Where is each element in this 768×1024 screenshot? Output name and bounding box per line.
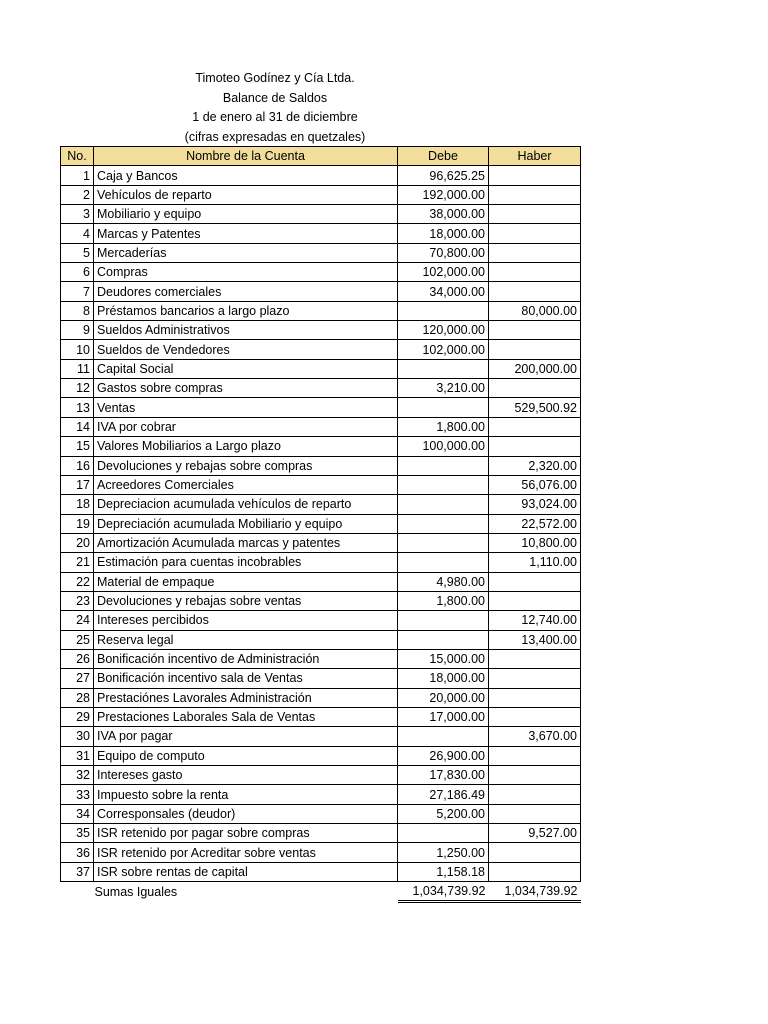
- account-name: ISR retenido por Acreditar sobre ventas: [94, 843, 398, 862]
- haber-value: [489, 321, 581, 340]
- table-row: [61, 224, 581, 243]
- haber-value: 1,110.00: [489, 553, 581, 572]
- debe-value: [398, 301, 489, 320]
- row-number: 37: [61, 862, 94, 881]
- debe-value: [398, 630, 489, 649]
- account-name: Mobiliario y equipo: [94, 205, 398, 224]
- account-name: Compras: [94, 263, 398, 282]
- haber-value: 12,740.00: [489, 611, 581, 630]
- table-row: [61, 707, 581, 726]
- table-row: [61, 611, 581, 630]
- haber-value: [489, 688, 581, 707]
- table-row: [61, 746, 581, 765]
- account-name: Bonificación incentivo sala de Ventas: [94, 669, 398, 688]
- row-number: 11: [61, 359, 94, 378]
- row-number: 24: [61, 611, 94, 630]
- row-number: 1: [61, 166, 94, 185]
- table-row: [61, 340, 581, 359]
- debe-value: 70,800.00: [398, 243, 489, 262]
- row-number: 31: [61, 746, 94, 765]
- debe-value: 1,158.18: [398, 862, 489, 881]
- haber-value: [489, 785, 581, 804]
- account-name: Prestaciónes Lavorales Administración: [94, 688, 398, 707]
- account-name: Devoluciones y rebajas sobre compras: [94, 456, 398, 475]
- haber-value: 13,400.00: [489, 630, 581, 649]
- account-name: IVA por pagar: [94, 727, 398, 746]
- table-row: [61, 862, 581, 881]
- debe-value: 38,000.00: [398, 205, 489, 224]
- debe-value: 17,830.00: [398, 766, 489, 785]
- row-number: 12: [61, 379, 94, 398]
- debe-value: [398, 611, 489, 630]
- debe-value: [398, 456, 489, 475]
- row-number: 9: [61, 321, 94, 340]
- account-name: Estimación para cuentas incobrables: [94, 553, 398, 572]
- haber-value: [489, 224, 581, 243]
- haber-value: [489, 282, 581, 301]
- haber-value: [489, 417, 581, 436]
- table-row: [61, 727, 581, 746]
- row-number: 26: [61, 649, 94, 668]
- row-number: 22: [61, 572, 94, 591]
- haber-value: 9,527.00: [489, 824, 581, 843]
- haber-value: 3,670.00: [489, 727, 581, 746]
- haber-value: [489, 843, 581, 862]
- table-row: [61, 630, 581, 649]
- haber-value: [489, 166, 581, 185]
- table-row: [61, 785, 581, 804]
- table-row: [61, 475, 581, 494]
- account-name: Capital Social: [94, 359, 398, 378]
- debe-value: 3,210.00: [398, 379, 489, 398]
- company-name: Timoteo Godínez y Cía Ltda.: [195, 71, 355, 85]
- account-name: Ventas: [94, 398, 398, 417]
- row-number: 15: [61, 437, 94, 456]
- debe-value: 120,000.00: [398, 321, 489, 340]
- debe-value: 17,000.00: [398, 707, 489, 726]
- col-header-haber: Haber: [489, 147, 581, 166]
- haber-value: 22,572.00: [489, 514, 581, 533]
- table-row: [61, 766, 581, 785]
- col-header-no: No.: [61, 147, 94, 166]
- debe-value: 4,980.00: [398, 572, 489, 591]
- row-number: 5: [61, 243, 94, 262]
- account-name: Sueldos Administrativos: [94, 321, 398, 340]
- haber-value: [489, 669, 581, 688]
- row-number: 25: [61, 630, 94, 649]
- haber-value: [489, 804, 581, 823]
- table-row: [61, 456, 581, 475]
- haber-value: [489, 379, 581, 398]
- debe-value: 18,000.00: [398, 669, 489, 688]
- table-row: [61, 572, 581, 591]
- row-number: 20: [61, 533, 94, 552]
- totals-row: [61, 882, 581, 902]
- row-number: 19: [61, 514, 94, 533]
- debe-value: 1,800.00: [398, 591, 489, 610]
- haber-value: [489, 746, 581, 765]
- haber-value: 80,000.00: [489, 301, 581, 320]
- haber-value: [489, 766, 581, 785]
- account-name: Bonificación incentivo de Administración: [94, 649, 398, 668]
- row-number: 18: [61, 495, 94, 514]
- account-name: ISR sobre rentas de capital: [94, 862, 398, 881]
- account-name: Préstamos bancarios a largo plazo: [94, 301, 398, 320]
- account-name: Equipo de computo: [94, 746, 398, 765]
- table-row: [61, 688, 581, 707]
- haber-value: 56,076.00: [489, 475, 581, 494]
- haber-value: [489, 243, 581, 262]
- row-number: 35: [61, 824, 94, 843]
- account-name: Prestaciones Laborales Sala de Ventas: [94, 707, 398, 726]
- report-note: (cifras expresadas en quetzales): [184, 129, 366, 144]
- row-number: 23: [61, 591, 94, 610]
- row-number: 32: [61, 766, 94, 785]
- table-row: [61, 301, 581, 320]
- account-name: Corresponsales (deudor): [94, 804, 398, 823]
- debe-value: [398, 359, 489, 378]
- debe-value: [398, 495, 489, 514]
- debe-value: 100,000.00: [398, 437, 489, 456]
- totals-spacer: [61, 882, 94, 902]
- debe-value: [398, 824, 489, 843]
- table-row: [61, 263, 581, 282]
- table-row: [61, 282, 581, 301]
- account-name: IVA por cobrar: [94, 417, 398, 436]
- report-header: [60, 69, 490, 147]
- haber-value: 200,000.00: [489, 359, 581, 378]
- totals-haber: 1,034,739.92: [489, 882, 581, 902]
- table-row: [61, 243, 581, 262]
- haber-value: [489, 205, 581, 224]
- haber-value: [489, 572, 581, 591]
- debe-value: 1,800.00: [398, 417, 489, 436]
- table-row: [61, 359, 581, 378]
- row-number: 28: [61, 688, 94, 707]
- account-name: Acreedores Comerciales: [94, 475, 398, 494]
- row-number: 7: [61, 282, 94, 301]
- table-body: [61, 166, 581, 882]
- account-name: Impuesto sobre la renta: [94, 785, 398, 804]
- table-row: [61, 495, 581, 514]
- account-name: Intereses percibidos: [94, 611, 398, 630]
- row-number: 2: [61, 185, 94, 204]
- table-row: [61, 669, 581, 688]
- row-number: 3: [61, 205, 94, 224]
- table-row: [61, 824, 581, 843]
- account-name: Caja y Bancos: [94, 166, 398, 185]
- row-number: 30: [61, 727, 94, 746]
- row-number: 27: [61, 669, 94, 688]
- account-name: Sueldos de Vendedores: [94, 340, 398, 359]
- table-row: [61, 533, 581, 552]
- row-number: 13: [61, 398, 94, 417]
- table-row: [61, 205, 581, 224]
- debe-value: [398, 475, 489, 494]
- table-header-row: [61, 147, 581, 166]
- table-row: [61, 553, 581, 572]
- row-number: 6: [61, 263, 94, 282]
- table-row: [61, 166, 581, 185]
- row-number: 14: [61, 417, 94, 436]
- haber-value: [489, 437, 581, 456]
- account-name: Material de empaque: [94, 572, 398, 591]
- account-name: Valores Mobiliarios a Largo plazo: [94, 437, 398, 456]
- balance-table: [60, 146, 581, 903]
- row-number: 29: [61, 707, 94, 726]
- table-row: [61, 514, 581, 533]
- debe-value: 15,000.00: [398, 649, 489, 668]
- row-number: 34: [61, 804, 94, 823]
- debe-value: 20,000.00: [398, 688, 489, 707]
- debe-value: [398, 533, 489, 552]
- table-row: [61, 379, 581, 398]
- account-name: Devoluciones y rebajas sobre ventas: [94, 591, 398, 610]
- account-name: Depreciación acumulada Mobiliario y equipo: [94, 514, 398, 533]
- haber-value: [489, 263, 581, 282]
- col-header-name: Nombre de la Cuenta: [94, 147, 398, 166]
- debe-value: 34,000.00: [398, 282, 489, 301]
- haber-value: 10,800.00: [489, 533, 581, 552]
- table-row: [61, 591, 581, 610]
- table-row: [61, 437, 581, 456]
- row-number: 10: [61, 340, 94, 359]
- haber-value: [489, 591, 581, 610]
- account-name: Marcas y Patentes: [94, 224, 398, 243]
- account-name: ISR retenido por pagar sobre compras: [94, 824, 398, 843]
- table-row: [61, 185, 581, 204]
- haber-value: 529,500.92: [489, 398, 581, 417]
- debe-value: [398, 398, 489, 417]
- table-row: [61, 417, 581, 436]
- account-name: Mercaderías: [94, 243, 398, 262]
- account-name: Deudores comerciales: [94, 282, 398, 301]
- row-number: 36: [61, 843, 94, 862]
- account-name: Gastos sobre compras: [94, 379, 398, 398]
- debe-value: 102,000.00: [398, 263, 489, 282]
- haber-value: 2,320.00: [489, 456, 581, 475]
- row-number: 17: [61, 475, 94, 494]
- haber-value: [489, 707, 581, 726]
- haber-value: 93,024.00: [489, 495, 581, 514]
- debe-value: [398, 553, 489, 572]
- col-header-debe: Debe: [398, 147, 489, 166]
- table-row: [61, 804, 581, 823]
- row-number: 4: [61, 224, 94, 243]
- account-name: Amortización Acumulada marcas y patentes: [94, 533, 398, 552]
- table-row: [61, 398, 581, 417]
- haber-value: [489, 340, 581, 359]
- debe-value: 102,000.00: [398, 340, 489, 359]
- account-name: Vehículos de reparto: [94, 185, 398, 204]
- totals-debe: 1,034,739.92: [398, 882, 489, 902]
- totals-label: Sumas Iguales: [94, 884, 178, 899]
- report-period: 1 de enero al 31 de diciembre: [192, 110, 358, 124]
- haber-value: [489, 649, 581, 668]
- account-name: Intereses gasto: [94, 766, 398, 785]
- account-name: Reserva legal: [94, 630, 398, 649]
- row-number: 8: [61, 301, 94, 320]
- debe-value: 18,000.00: [398, 224, 489, 243]
- row-number: 21: [61, 553, 94, 572]
- row-number: 16: [61, 456, 94, 475]
- account-name: Depreciacion acumulada vehículos de reparto: [94, 495, 398, 514]
- debe-value: 192,000.00: [398, 185, 489, 204]
- debe-value: 5,200.00: [398, 804, 489, 823]
- debe-value: [398, 514, 489, 533]
- debe-value: 96,625.25: [398, 166, 489, 185]
- table-row: [61, 649, 581, 668]
- debe-value: 27,186.49: [398, 785, 489, 804]
- haber-value: [489, 185, 581, 204]
- haber-value: [489, 862, 581, 881]
- debe-value: 26,900.00: [398, 746, 489, 765]
- table-row: [61, 843, 581, 862]
- debe-value: 1,250.00: [398, 843, 489, 862]
- report-title: Balance de Saldos: [222, 90, 328, 105]
- row-number: 33: [61, 785, 94, 804]
- table-row: [61, 321, 581, 340]
- debe-value: [398, 727, 489, 746]
